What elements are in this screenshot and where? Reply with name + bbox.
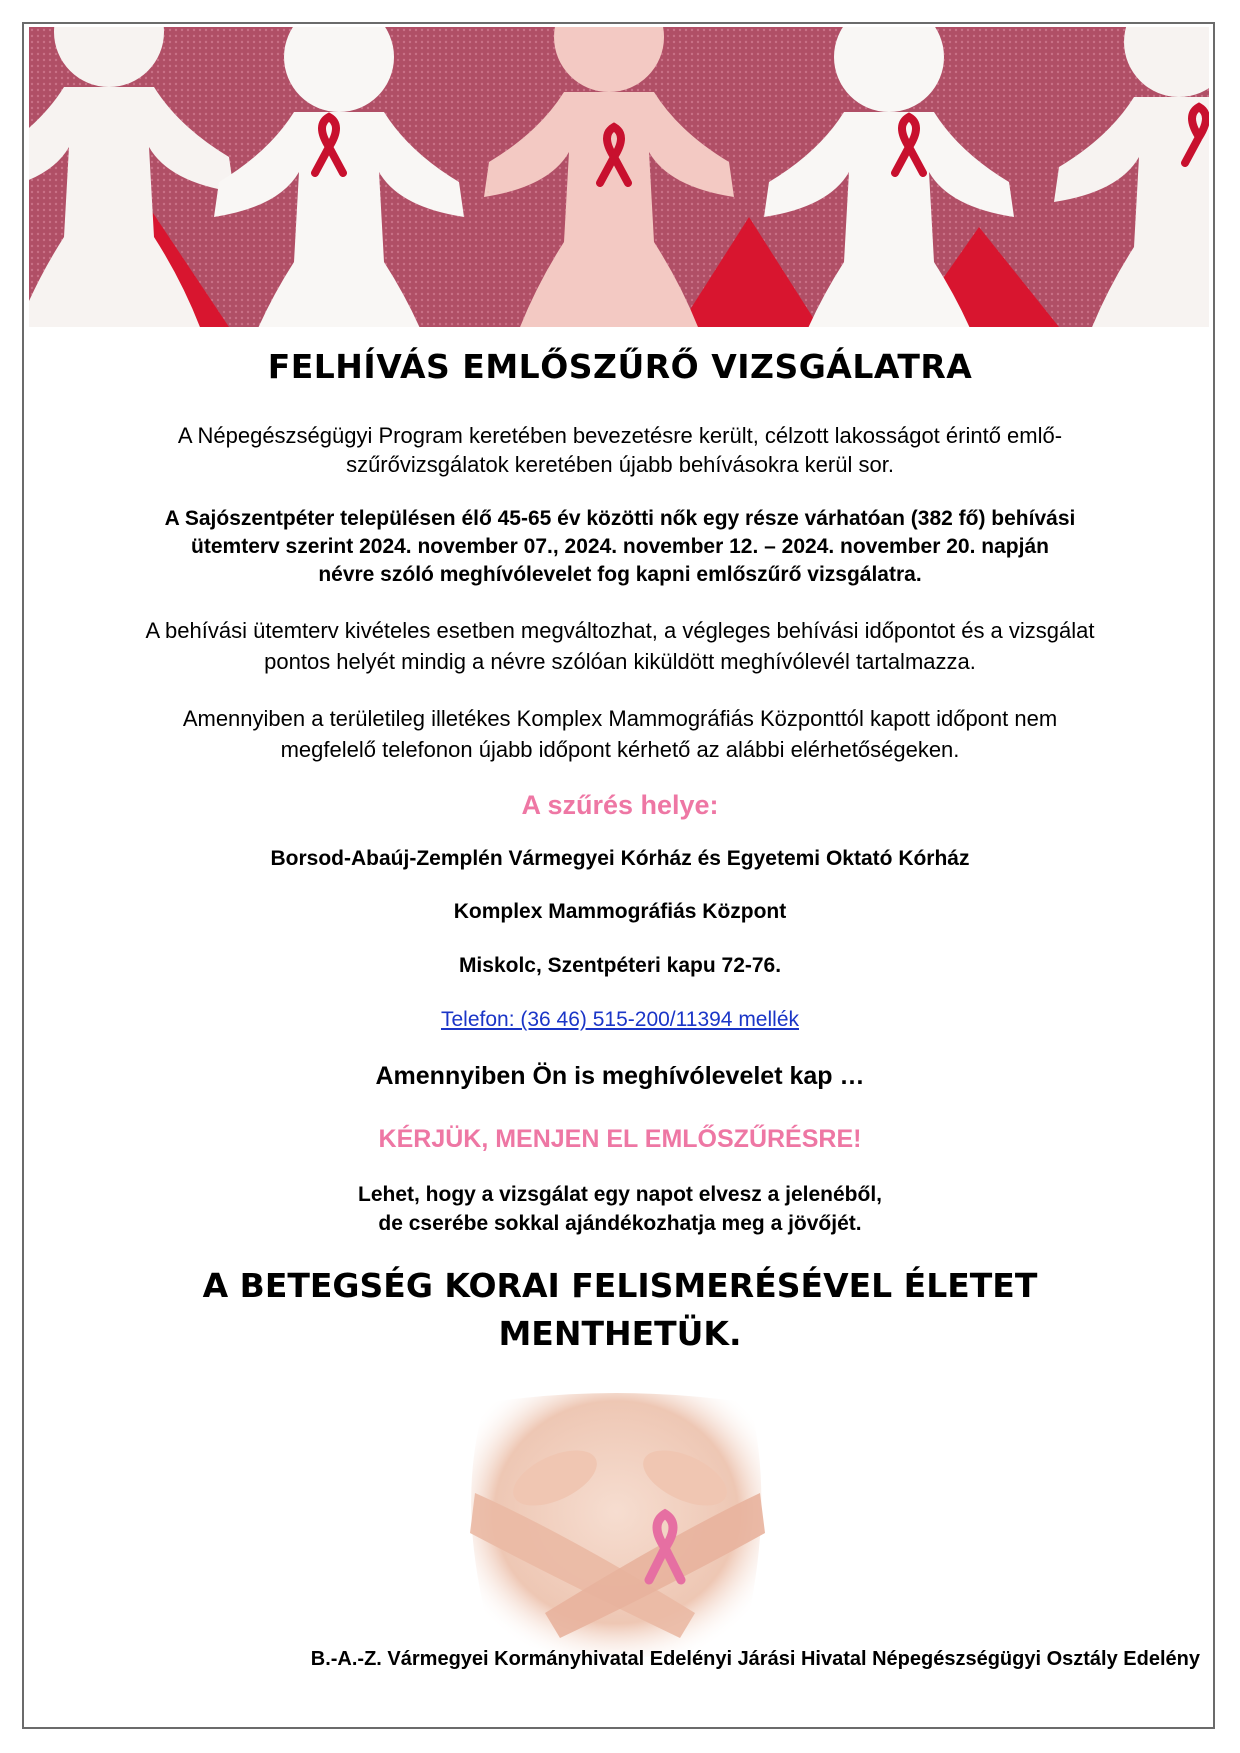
schedule-paragraph: A Sajószentpéter településen élő 45-65 év közötti nők egy része várhatóan (382 fő) behívási ütemterv szerint 2024. november 07., 2024. november 12. – 2024. november 20. napján névre szóló meghívólevelet fog kapni emlőszűrő vizsgálatra. — [164, 507, 1076, 586]
phone-container — [40, 1008, 1200, 1032]
change-notice-paragraph: A behívási ütemterv kivételes esetben megváltozhat, a végleges behívási időpontot és a vizsgálat pontos helyét mindig a névre szólóan kiküldött meghívólevél tartalmazza. — [145, 618, 1095, 674]
hospital-name: Borsod-Abaúj-Zemplén Vármegyei Kórház és Egyetemi Oktató Kórház — [270, 847, 970, 870]
address: Miskolc, Szentpéteri kapu 72-76. — [458, 954, 782, 977]
ribbon-photo — [445, 1383, 790, 1678]
banner-image — [29, 27, 1209, 327]
center-name: Komplex Mammográfiás Központ — [453, 900, 787, 923]
location-heading: A szűrés helye: — [521, 790, 719, 820]
slogan: A BETEGSÉG KORAI FELISMERÉSÉVEL ÉLETET MENTHETÜK. — [202, 1266, 1038, 1353]
rebook-paragraph: Amennyiben a területileg illetékes Komplex Mammográfiás Központtól kapott időpont nem megfelelő telefonon újabb időpont kérhető az alábbi elérhetőségeken. — [182, 706, 1058, 762]
phone-link[interactable]: Telefon: (36 46) 515-200/11394 mellék — [440, 1008, 799, 1031]
invite-line: Amennyiben Ön is meghívólevelet kap … — [375, 1062, 865, 1090]
issuer-footer: B.-A.-Z. Vármegyei Kormányhivatal Edelényi Járási Hivatal Népegészségügyi Osztály Edelény — [310, 1648, 1200, 1670]
call-to-action: KÉRJÜK, MENJEN EL EMLŐSZŰRÉSRE! — [378, 1125, 862, 1153]
page-title: FELHÍVÁS EMLŐSZŰRŐ VIZSGÁLATRA — [267, 347, 973, 386]
intro-paragraph: A Népegészségügyi Program keretében bevezetésre került, célzott lakosságot érintő emlő- szűrővizsgálatok keretében újabb behívásokra kerül sor. — [177, 423, 1063, 477]
benefit-paragraph: Lehet, hogy a vizsgálat egy napot elvesz a jelenéből, de cserébe sokkal ajándékozhatja meg a jövőjét. — [358, 1183, 882, 1235]
